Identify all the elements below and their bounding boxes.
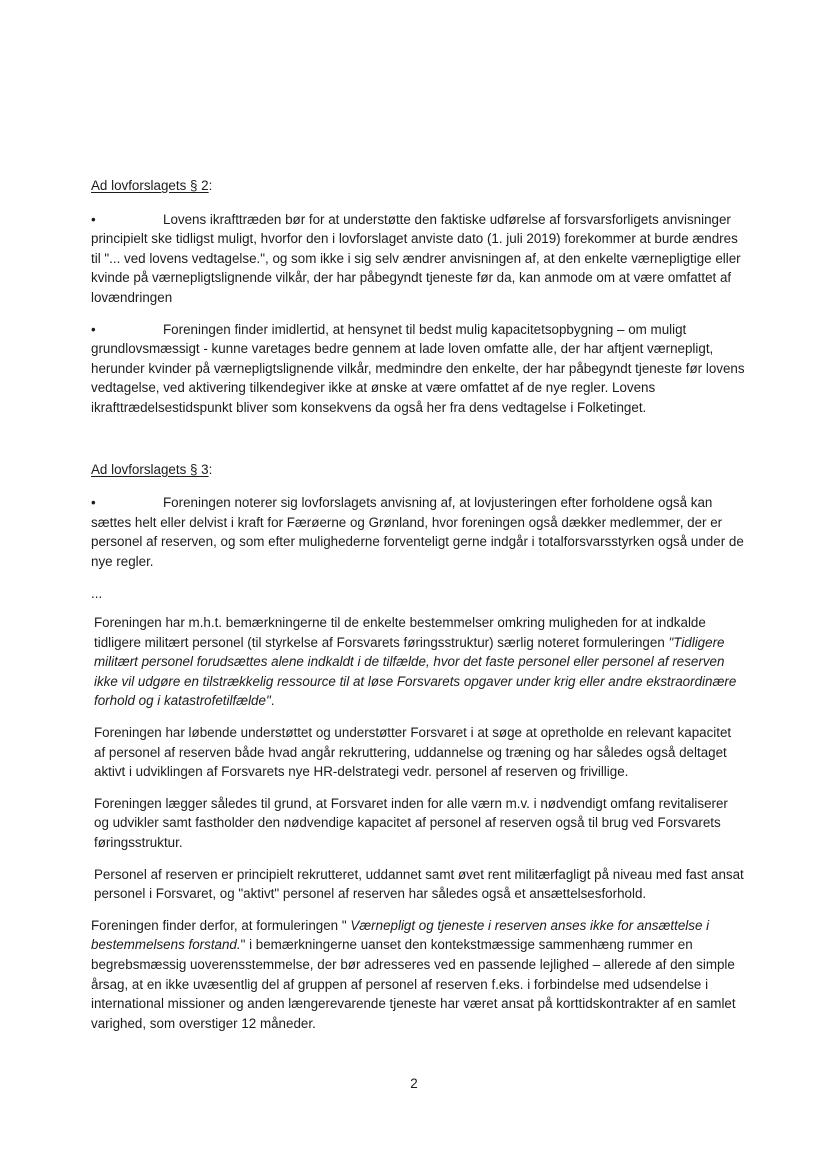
section-heading-3-text: Ad lovforslagets § 3 [91,461,209,477]
bullet-lead: Foreningen finder imidlertid, at hensynet til bedst mulig kapacitetsopbygning – om muligt [163,321,687,337]
paragraph-3: Foreningen lægger således til grund, at Forsvaret inden for alle værn m.v. i nødvendigt omfang revitaliserer og udvikler samt fastholder den nødvendige kapacitet af personel af reserven også til brug ved Forsvarets føringsstruktur. [94,795,728,851]
bullet-lead: Lovens ikrafttræden bør for at understøtte den faktiske udførelse af forsvarsforligets [163,211,659,227]
bullet-icon: • [91,495,96,511]
paragraph-5-text-b: " i bemærkningerne uanset den kontekstmæssige sammenhæng rummer en begrebsmæssig uoverensstemmelse, der bør adresseres ved en passende lejlighed – allerede af den simple årsag, at en ikke uvæsentlig del af gruppen af personel af reserven f.eks. i forbindelse med udsendelse i international missioner og anden længerevarende tjeneste har været ansat på korttidskontrakter af en samlet varighed, som overstiger 12 måneder. [91,937,736,1031]
paragraph-1 [91,613,746,711]
bullet-icon: • [91,211,96,227]
section-heading-2-text: Ad lovforslagets § 2 [91,178,209,193]
paragraph-1-text: Foreningen har m.h.t. bemærkningerne til de enkelte bestemmelser omkring muligheden for at indkalde tidligere militært personel (til styrkelse af Forsvarets føringsstruktur) særlig noteret formuleringen [94,615,706,650]
bullet-paragraph-3-1 [91,493,746,571]
bullet-icon: • [91,321,96,337]
paragraph-5-quote: Værnepligt og tjeneste i reserven anses ikke for ansættelse i bestemmelsens forstand. [91,917,710,953]
paragraph-2: Foreningen har løbende understøttet og understøtter Forsvaret i at søge at opretholde en relevant kapacitet af personel af reserven både hvad angår rekruttering, uddannelse og træning og har således også deltaget aktivt i udviklingen af Forsvarets nye HR-delstrategi vedr. personel af reserven og frivillige. [94,725,732,780]
paragraph-5-text-a: Foreningen finder derfor, at formuleringen " [91,917,351,933]
section-heading-2 [91,176,746,196]
bullet-rest: anvisninger principielt ske tidligst muligt, hvorfor den i lovforslaget anviste dato (1. juli 2019) forekommer at burde ændres til "... ved lovens vedtagelse.", og som ikke i sig selv ændrer anvisningen af, at den enkelte værnepligtige eller kvinde på værnepligtslignende vilkår, der har påbegyndt tjeneste før da, kan anmode om at være omfattet af lovændringen [91,211,741,305]
paragraph-1-quote: "Tidligere militært personel forudsættes alene indkaldt i de tilfælde, hvor det faste personel eller personel af reserven ikke vil udgøre en tilstrækkelig ressource til at løse Forsvarets opgaver under krig eller andre ekstraordinære forhold og i katastrofetilfælde" [94,634,737,709]
page-number: 2 [410,1076,418,1091]
bullet-rest: sættes helt eller delvist i kraft for Færøerne og Grønland, hvor foreningen også dækker medlemmer, der er personel af reserven, og som efter mulighederne forventeligt gerne indgår i totalforsvarsstyrken også under de nye regler. [91,514,744,569]
heading-colon: : [208,461,213,477]
bullet-rest: grundlovsmæssigt - kunne varetages bedre gennem at lade loven omfatte alle, der har aftjent værnepligt, herunder kvinder på værnepligtslignende vilkår, medmindre den enkelte, der har påbegyndt tjeneste før lovens vedtagelse, ved aktivering tilkendegiver ikke at ønske at være omfattet af de nye regler. Lovens ikrafttrædelsestidspunkt bliver som konsekvens da også her fra dens vedtagelse i Folketinget. [91,341,745,415]
paragraph-1-end: . [270,693,275,709]
bullet-paragraph-2-1 [91,210,746,308]
bullet-lead: Foreningen noterer sig lovforslagets anvisning af, at lovjusteringen efter forholdene også kan [163,495,713,511]
heading-colon: : [208,178,213,193]
paragraph-4: Personel af reserven er principielt rekrutteret, uddannet samt øvet rent militærfagligt på niveau med fast ansat personel i Forsvaret, og "aktivt" personel af reserven har således også et ansættelsesforhold. [94,866,744,902]
section-gap [91,430,746,460]
bullet-paragraph-2-2 [91,320,746,418]
paragraph-5 [91,916,746,1034]
ellipsis: ... [91,585,103,601]
section-heading-3 [91,460,746,480]
document-body [91,176,746,1045]
